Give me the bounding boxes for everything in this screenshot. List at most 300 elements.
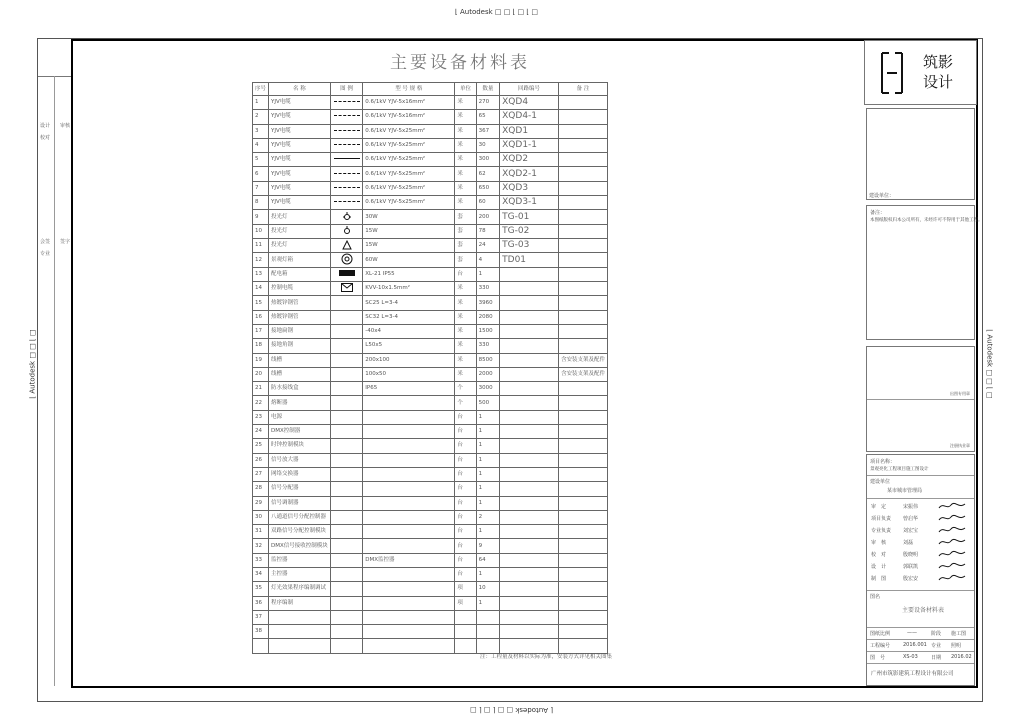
cell-symbol xyxy=(330,525,363,539)
cell-spec: KVV-10x1.5mm² xyxy=(363,282,455,296)
remarks-box xyxy=(866,205,983,340)
col-header: 单位 xyxy=(455,83,476,96)
cell-unit: 米 xyxy=(455,339,476,353)
cell-note xyxy=(558,525,607,539)
role-name: 曾启华 xyxy=(903,516,919,522)
cell-no: 30 xyxy=(253,510,269,524)
cell-no: 16 xyxy=(253,310,269,324)
cell-symbol xyxy=(330,253,363,268)
cell-note xyxy=(558,467,607,481)
cell-spec: 15W xyxy=(363,224,455,238)
cell-symbol xyxy=(330,367,363,381)
cell-spec: 0.6/1kV YJV-5x25mm² xyxy=(363,181,455,195)
cell-note: 含安装支架及配件 xyxy=(558,353,607,367)
cell-name: DMX控制器 xyxy=(269,425,331,439)
role-label: 项目负责 xyxy=(871,516,892,522)
cell-unit xyxy=(455,610,476,624)
cell-qty: 1 xyxy=(476,525,500,539)
cell-name: 信号放大器 xyxy=(269,453,331,467)
cell-code: XQD1 xyxy=(500,124,559,138)
cell-qty: 650 xyxy=(476,181,500,195)
table-row xyxy=(253,553,608,567)
cell-note xyxy=(558,553,607,567)
cell-qty: 1 xyxy=(476,453,500,467)
cell-qty: 1 xyxy=(476,482,500,496)
cell-name: 线槽 xyxy=(269,353,331,367)
cell-code: XQD2-1 xyxy=(500,167,559,181)
cell-name: 时钟控制模块 xyxy=(269,439,331,453)
role-label: 校 对 xyxy=(871,552,887,558)
signature-icon xyxy=(937,537,967,547)
cell-note: 含安装支架及配件 xyxy=(558,367,607,381)
table-row xyxy=(253,167,608,181)
cell-no: 11 xyxy=(253,238,269,252)
cell-note xyxy=(558,196,607,210)
cell-note xyxy=(558,339,607,353)
signature-icon xyxy=(937,573,967,583)
cell-code xyxy=(500,539,559,553)
role-label: 审 核 xyxy=(871,540,887,546)
col-header: 型 号 规 格 xyxy=(363,83,455,96)
cell-note xyxy=(558,167,607,181)
table-row xyxy=(253,453,608,467)
cell-note xyxy=(558,110,607,124)
table-row xyxy=(253,539,608,553)
cell-unit: 米 xyxy=(455,296,476,310)
role-name: 殷宏安 xyxy=(903,576,919,582)
seal-box xyxy=(866,346,975,452)
cell-note xyxy=(558,181,607,195)
table-row xyxy=(253,439,608,453)
cell-unit: 台 xyxy=(455,467,476,481)
cell-spec: 0.6/1kV YJV-5x16mm² xyxy=(363,110,455,124)
table-row xyxy=(253,238,608,252)
cell-qty: 8500 xyxy=(476,353,500,367)
cell-name: 投光灯 xyxy=(269,238,331,252)
cell-symbol xyxy=(330,282,363,296)
watermark-top: ⌊ Autodesk □ □ ⌊ □ ⌊ □ xyxy=(455,8,538,16)
table-row xyxy=(253,310,608,324)
cell-unit xyxy=(455,625,476,639)
cell-note xyxy=(558,138,607,152)
cell-code: TG-03 xyxy=(500,238,559,252)
cell-unit: 个 xyxy=(455,382,476,396)
cell-qty: 24 xyxy=(476,238,500,252)
cell-no: 1 xyxy=(253,96,269,110)
col-header: 序号 xyxy=(253,83,269,96)
cell-qty: 2 xyxy=(476,510,500,524)
cell-unit: 台 xyxy=(455,539,476,553)
cell-name: 信号调制器 xyxy=(269,496,331,510)
cell-no: 31 xyxy=(253,525,269,539)
cell-no: 17 xyxy=(253,324,269,338)
cell-unit: 米 xyxy=(455,353,476,367)
cell-qty: 330 xyxy=(476,282,500,296)
cell-name: DMX信号接收控制模块 xyxy=(269,539,331,553)
cell-unit: 米 xyxy=(455,96,476,110)
table-row xyxy=(253,253,608,268)
left-strip-label: 审核 xyxy=(60,123,71,129)
cell-no: 25 xyxy=(253,439,269,453)
cell-symbol xyxy=(330,410,363,424)
cell-no: 27 xyxy=(253,467,269,481)
cell-code: XQD4 xyxy=(500,96,559,110)
cell-unit: 台 xyxy=(455,267,476,281)
cell-symbol xyxy=(330,96,363,110)
cell-unit: 米 xyxy=(455,124,476,138)
cell-no: 18 xyxy=(253,339,269,353)
cell-name: 网络交换器 xyxy=(269,467,331,481)
drawing-no: XS-03 xyxy=(903,654,918,660)
design-unit-label: 建设单位 xyxy=(870,479,891,485)
cell-qty: 65 xyxy=(476,110,500,124)
signature-icon xyxy=(937,549,967,559)
table-row xyxy=(253,625,608,639)
logo-text-1: 筑影 xyxy=(923,53,954,71)
cell-spec: 200x100 xyxy=(363,353,455,367)
cell-qty: 1 xyxy=(476,425,500,439)
cell-code xyxy=(500,367,559,381)
cell-no xyxy=(253,639,269,653)
cell-note xyxy=(558,453,607,467)
cell-symbol xyxy=(330,310,363,324)
cell-name: 双路信号分配控制模块 xyxy=(269,525,331,539)
cell-code xyxy=(500,510,559,524)
seal-label-1: 出图专用章 xyxy=(950,391,970,396)
cell-qty: 200 xyxy=(476,210,500,224)
lamp2-symbol-icon xyxy=(342,225,352,235)
table-row xyxy=(253,353,608,367)
table-row xyxy=(253,153,608,167)
cell-unit: 米 xyxy=(455,110,476,124)
cell-symbol xyxy=(330,539,363,553)
dashdot-symbol-icon xyxy=(334,144,360,145)
cell-note xyxy=(558,310,607,324)
table-row xyxy=(253,410,608,424)
cell-name: 投光灯 xyxy=(269,210,331,224)
cell-code: XQD3 xyxy=(500,181,559,195)
cell-unit: 个 xyxy=(455,396,476,410)
cell-code xyxy=(500,310,559,324)
table-row xyxy=(253,267,608,281)
cell-note xyxy=(558,124,607,138)
cell-qty: 1 xyxy=(476,496,500,510)
cell-name: 主控器 xyxy=(269,568,331,582)
col-header: 备 注 xyxy=(558,83,607,96)
cell-note xyxy=(558,496,607,510)
cell-name: 热镀锌钢管 xyxy=(269,296,331,310)
left-strip-label: 校对 xyxy=(40,135,51,141)
col-header: 数量 xyxy=(476,83,500,96)
company-name: 广州市筑影建筑工程设计有限公司 xyxy=(871,671,954,677)
cell-unit: 米 xyxy=(455,196,476,210)
cell-spec: L50x5 xyxy=(363,339,455,353)
role-label: 制 图 xyxy=(871,576,887,582)
cell-qty: 1500 xyxy=(476,324,500,338)
lamp3-symbol-icon xyxy=(342,240,352,250)
cell-spec: DMX监控器 xyxy=(363,553,455,567)
cell-note xyxy=(558,253,607,268)
dashdot-symbol-icon xyxy=(334,130,360,131)
cell-unit: 台 xyxy=(455,525,476,539)
cell-code xyxy=(500,324,559,338)
logo-icon xyxy=(879,51,905,95)
table-row xyxy=(253,224,608,238)
role-name: 刘磊 xyxy=(903,540,914,546)
cell-note xyxy=(558,224,607,238)
cell-name: 接地角钢 xyxy=(269,339,331,353)
cell-unit: 套 xyxy=(455,224,476,238)
cell-unit: 台 xyxy=(455,439,476,453)
cell-symbol xyxy=(330,482,363,496)
cell-symbol xyxy=(330,110,363,124)
left-strip-label: 专业 xyxy=(40,251,51,257)
cell-note xyxy=(558,153,607,167)
cell-no: 21 xyxy=(253,382,269,396)
col-header: 图 例 xyxy=(330,83,363,96)
cell-no: 4 xyxy=(253,138,269,152)
remarks-label: 备注： xyxy=(870,210,886,216)
cell-name xyxy=(269,625,331,639)
cell-spec xyxy=(363,639,455,653)
cell-name: 配电箱 xyxy=(269,267,331,281)
cell-spec: 0.6/1kV YJV-5x25mm² xyxy=(363,153,455,167)
cell-symbol xyxy=(330,196,363,210)
cell-code xyxy=(500,496,559,510)
cell-code: XQD4-1 xyxy=(500,110,559,124)
date-value: 2016.02 xyxy=(951,654,972,660)
cell-code xyxy=(500,596,559,610)
cell-note xyxy=(558,425,607,439)
cell-no: 32 xyxy=(253,539,269,553)
cell-spec: SC32 L=3-4 xyxy=(363,310,455,324)
cell-code xyxy=(500,439,559,453)
cell-symbol xyxy=(330,467,363,481)
cell-no: 9 xyxy=(253,210,269,224)
table-row xyxy=(253,396,608,410)
circle-symbol-icon xyxy=(341,253,353,265)
table-row xyxy=(253,467,608,481)
cell-name: 程序编制 xyxy=(269,596,331,610)
cell-no: 15 xyxy=(253,296,269,310)
table-header-row xyxy=(253,83,608,96)
cell-no: 5 xyxy=(253,153,269,167)
cell-unit: 米 xyxy=(455,282,476,296)
cell-no: 2 xyxy=(253,110,269,124)
dashdot-symbol-icon xyxy=(334,115,360,116)
cell-name: YJV电缆 xyxy=(269,196,331,210)
cell-symbol xyxy=(330,238,363,252)
cell-note xyxy=(558,568,607,582)
cell-symbol xyxy=(330,339,363,353)
col-header: 名 称 xyxy=(269,83,331,96)
cell-unit: 台 xyxy=(455,410,476,424)
cell-symbol xyxy=(330,124,363,138)
cell-qty: 1 xyxy=(476,267,500,281)
cell-spec xyxy=(363,610,455,624)
cell-code: TG-02 xyxy=(500,224,559,238)
cell-no: 26 xyxy=(253,453,269,467)
cell-qty: 30 xyxy=(476,138,500,152)
table-row xyxy=(253,324,608,338)
cell-code: XQD3-1 xyxy=(500,196,559,210)
signature-icon xyxy=(937,561,967,571)
signature-icon xyxy=(937,513,967,523)
cell-symbol xyxy=(330,610,363,624)
dashdot-symbol-icon xyxy=(334,201,360,202)
blank-box xyxy=(866,108,975,200)
cell-symbol xyxy=(330,596,363,610)
cell-spec: XL-21 IP55 xyxy=(363,267,455,281)
cell-unit: 项 xyxy=(455,596,476,610)
cell-spec xyxy=(363,596,455,610)
cell-spec: IP65 xyxy=(363,382,455,396)
table-row xyxy=(253,382,608,396)
cell-note xyxy=(558,267,607,281)
cell-symbol xyxy=(330,153,363,167)
scale-value: —— xyxy=(907,630,917,636)
cell-symbol xyxy=(330,496,363,510)
cell-code xyxy=(500,553,559,567)
cell-unit: 台 xyxy=(455,425,476,439)
drawing-no-label: 图 号 xyxy=(870,655,886,661)
cell-symbol xyxy=(330,296,363,310)
table-row xyxy=(253,282,608,296)
cell-no: 20 xyxy=(253,367,269,381)
watermark-right: ⌊ Autodesk □ □ ⌊ □ xyxy=(985,329,994,399)
cell-spec xyxy=(363,410,455,424)
cell-no: 23 xyxy=(253,410,269,424)
cell-name: 投光灯 xyxy=(269,224,331,238)
cell-name: 控制电缆 xyxy=(269,282,331,296)
cell-spec: -40x4 xyxy=(363,324,455,338)
table-row xyxy=(253,210,608,224)
cell-qty: 270 xyxy=(476,96,500,110)
cell-name: 接地扁钢 xyxy=(269,324,331,338)
cell-spec: 0.6/1kV YJV-5x25mm² xyxy=(363,124,455,138)
dashdot-symbol-icon xyxy=(334,187,360,188)
cell-no: 12 xyxy=(253,253,269,268)
cell-note xyxy=(558,324,607,338)
cell-name: YJV电缆 xyxy=(269,96,331,110)
cell-note xyxy=(558,238,607,252)
cell-code xyxy=(500,410,559,424)
cell-spec xyxy=(363,568,455,582)
cell-qty: 2000 xyxy=(476,367,500,381)
cell-name: 信号分配器 xyxy=(269,482,331,496)
cell-symbol xyxy=(330,138,363,152)
drawing-name-label: 图名 xyxy=(870,594,881,600)
table-row xyxy=(253,525,608,539)
cell-spec xyxy=(363,625,455,639)
cell-unit: 套 xyxy=(455,210,476,224)
table-row xyxy=(253,181,608,195)
stage-label: 阶段 xyxy=(931,631,942,637)
cell-no: 13 xyxy=(253,267,269,281)
cell-unit: 台 xyxy=(455,553,476,567)
cell-name: 防水接线盒 xyxy=(269,382,331,396)
table-row xyxy=(253,610,608,624)
cell-code xyxy=(500,582,559,596)
cell-code xyxy=(500,267,559,281)
cell-unit: 米 xyxy=(455,181,476,195)
left-strip-label: 会签 xyxy=(40,239,51,245)
solid-symbol-icon xyxy=(334,158,360,159)
cell-note xyxy=(558,410,607,424)
lamp1-symbol-icon xyxy=(342,211,352,221)
cell-note xyxy=(558,510,607,524)
cell-spec: 0.6/1kV YJV-5x16mm² xyxy=(363,96,455,110)
project-name: 景观亮化工程项目施工图设计 xyxy=(870,467,929,472)
cell-qty: 500 xyxy=(476,396,500,410)
cell-symbol xyxy=(330,625,363,639)
cell-symbol xyxy=(330,639,363,653)
cell-spec: SC25 L=3-4 xyxy=(363,296,455,310)
cell-code: XQD2 xyxy=(500,153,559,167)
cell-code xyxy=(500,353,559,367)
table-note: 注：工程量及材料以实际为准，安装方式详见相关图集 xyxy=(480,654,613,660)
cell-qty: 62 xyxy=(476,167,500,181)
discipline-label: 专业 xyxy=(931,643,942,649)
cell-symbol xyxy=(330,181,363,195)
cell-spec xyxy=(363,496,455,510)
cell-note xyxy=(558,539,607,553)
cell-name: 灯光效果程序编制调试 xyxy=(269,582,331,596)
cell-name: 监控器 xyxy=(269,553,331,567)
cell-no: 14 xyxy=(253,282,269,296)
cell-unit: 米 xyxy=(455,138,476,152)
table-row xyxy=(253,425,608,439)
cell-no: 24 xyxy=(253,425,269,439)
cell-qty: 1 xyxy=(476,596,500,610)
cell-no: 37 xyxy=(253,610,269,624)
cell-no: 19 xyxy=(253,353,269,367)
role-label: 设 计 xyxy=(871,564,887,570)
cell-qty: 1 xyxy=(476,410,500,424)
project-no-label: 工程编号 xyxy=(870,643,891,649)
cell-unit: 台 xyxy=(455,453,476,467)
project-no: 2016.001 xyxy=(903,642,927,648)
cell-symbol xyxy=(330,396,363,410)
cell-spec xyxy=(363,425,455,439)
cell-symbol xyxy=(330,167,363,181)
cell-qty: 330 xyxy=(476,339,500,353)
box-symbol-icon xyxy=(339,270,355,276)
cell-no: 35 xyxy=(253,582,269,596)
cell-spec xyxy=(363,439,455,453)
cell-no: 6 xyxy=(253,167,269,181)
role-name: 殷晓明 xyxy=(903,552,919,558)
cell-qty: 10 xyxy=(476,582,500,596)
cell-qty: 3000 xyxy=(476,382,500,396)
cell-spec: 0.6/1kV YJV-5x25mm² xyxy=(363,196,455,210)
cell-code xyxy=(500,339,559,353)
cell-name: YJV电缆 xyxy=(269,124,331,138)
cell-qty: 64 xyxy=(476,553,500,567)
cell-spec: 30W xyxy=(363,210,455,224)
cell-unit: 台 xyxy=(455,510,476,524)
cell-code xyxy=(500,296,559,310)
col-header: 回路编号 xyxy=(500,83,559,96)
cell-code xyxy=(500,482,559,496)
watermark-left: ⌊ Autodesk □ □ ⌊ □ xyxy=(28,329,37,399)
cell-unit xyxy=(455,639,476,653)
cell-code: TD01 xyxy=(500,253,559,268)
cell-no: 8 xyxy=(253,196,269,210)
cell-name: 八通道信号分配控制器 xyxy=(269,510,331,524)
cell-code xyxy=(500,610,559,624)
discipline-value: 照明 xyxy=(951,643,962,649)
